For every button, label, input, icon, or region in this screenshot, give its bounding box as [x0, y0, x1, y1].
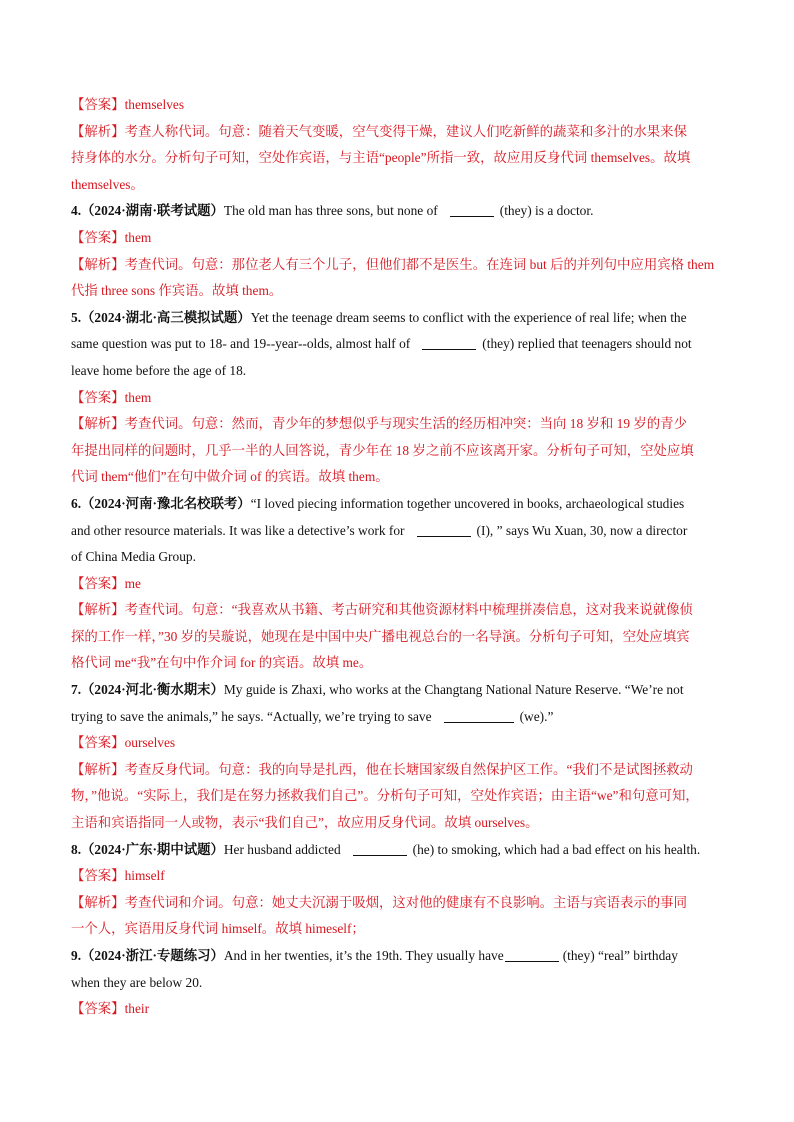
answer-tag: 【答案】 — [71, 735, 125, 751]
question-text: The old man has three sons, but none of — [223, 203, 438, 219]
document-body — [71, 92, 723, 1023]
question-text: (they) “real” birthday — [562, 948, 678, 963]
answer-value: them — [124, 389, 152, 405]
analysis-line: 探的工作一样，”30 岁的吴璇说，她现在是中国中央广播电视总台的一名导演。分析句子可知，空处应填宾 — [71, 628, 690, 644]
analysis-tag: 【解析】 — [71, 602, 125, 618]
question-text: My guide is Zhaxi, who works at the Changtang National Nature Reserve. “We’re not — [223, 682, 684, 698]
answer-value: them — [124, 229, 152, 245]
analysis-tag: 【解析】 — [71, 894, 125, 910]
analysis-text: 考查代词和介词。句意：她丈夫沉溺于吸烟，这对他的健康有不良影响。主语与宾语表示的事同 — [124, 894, 687, 910]
analysis-tag: 【解析】 — [71, 761, 125, 777]
analysis-line — [71, 252, 723, 279]
question-number: 7. — [71, 682, 82, 698]
answer-blank — [450, 202, 494, 217]
question-source: （2024·浙江·专题练习） — [81, 948, 224, 963]
question-8 — [71, 837, 723, 864]
question-source: （2024·湖北·高三模拟试题） — [81, 309, 251, 325]
analysis-tag: 【解析】 — [71, 123, 125, 139]
question-text: same question was put to 18- and 19--year--olds, almost half of — [71, 336, 411, 352]
question-text: (he) to smoking, which had a bad effect on his health. — [412, 841, 701, 857]
answer-line — [71, 571, 723, 598]
analysis-line — [71, 757, 723, 784]
answer-tag: 【答案】 — [71, 575, 125, 591]
question-number: 9. — [71, 948, 82, 963]
question-5-line-3: leave home before the age of 18. — [71, 362, 247, 378]
answer-tag: 【答案】 — [71, 1001, 125, 1017]
question-text: And in her twenties, it’s the 19th. They usually have — [223, 948, 504, 963]
question-number: 4. — [71, 203, 82, 219]
answer-value: their — [124, 1001, 150, 1017]
answer-line — [71, 730, 723, 757]
analysis-line — [71, 890, 723, 917]
answer-blank — [417, 522, 471, 537]
analysis-line — [71, 119, 723, 146]
question-5 — [71, 305, 723, 332]
question-text: (they) is a doctor. — [499, 203, 594, 219]
question-text: (we).” — [519, 708, 554, 724]
analysis-text: 考查人称代词。句意：随着天气变暖，空气变得干燥，建议人们吃新鲜的蔬菜和多汁的水果来保 — [124, 123, 687, 139]
analysis-text: 考查代词。句意：“我喜欢从书籍、考古研究和其他资源材料中梳理拼凑信息，这对我来说就像侦 — [124, 602, 693, 618]
analysis-line: 代词 them“他们”在句中做介词 of 的宾语。故填 them。 — [71, 469, 389, 485]
question-9-line-2: when they are below 20. — [71, 974, 203, 990]
answer-tag: 【答案】 — [71, 389, 125, 405]
question-6-line-3: of China Media Group. — [71, 549, 196, 565]
question-5-line-2 — [71, 331, 723, 358]
analysis-line — [71, 597, 723, 624]
answer-tag: 【答案】 — [71, 229, 125, 245]
answer-line — [71, 385, 723, 412]
question-7-line-2 — [71, 704, 723, 731]
answer-tag: 【答案】 — [71, 868, 125, 884]
answer-line — [71, 225, 723, 252]
question-text: Yet the teenage dream seems to conflict with the experience of real life; when the — [250, 309, 687, 325]
question-number: 8. — [71, 841, 82, 857]
question-source: （2024·湖南·联考试题） — [81, 203, 224, 219]
question-source: （2024·河南·豫北名校联考） — [81, 495, 251, 511]
question-source: （2024·河北·衡水期末） — [81, 682, 224, 698]
answer-value: himself — [124, 868, 165, 884]
answer-tag: 【答案】 — [71, 97, 125, 112]
analysis-line: 主语和宾语指同一人或物，表示“我们自己”，故应用反身代词。故填 ourselves。 — [71, 815, 539, 831]
analysis-line — [71, 411, 723, 438]
question-6-line-2 — [71, 518, 723, 545]
question-text: (they) replied that teenagers should not — [482, 336, 692, 352]
answer-value: ourselves — [124, 735, 176, 751]
question-number: 5. — [71, 309, 82, 325]
answer-line — [71, 92, 723, 119]
question-text: “I loved piecing information together uncovered in books, archaeological studies — [250, 495, 685, 511]
analysis-line: 格代词 me“我”在句中作介词 for 的宾语。故填 me。 — [71, 655, 373, 671]
question-7 — [71, 677, 723, 704]
answer-blank — [422, 335, 476, 350]
analysis-tag: 【解析】 — [71, 256, 125, 272]
question-9 — [71, 943, 723, 970]
answer-line — [71, 863, 723, 890]
answer-line — [71, 996, 723, 1023]
question-number: 6. — [71, 495, 82, 511]
question-6 — [71, 491, 723, 518]
question-4 — [71, 198, 723, 225]
analysis-tag: 【解析】 — [71, 416, 125, 432]
analysis-line: 年提出同样的问题时，几乎一半的人回答说，青少年在 18 岁之前不应该离开家。分析句子可知，空处应填 — [71, 442, 694, 458]
analysis-text: 考查代词。句意：然而，青少年的梦想似乎与现实生活的经历相冲突：当向 18 岁和 19 岁的青少 — [124, 416, 687, 432]
analysis-line: 持身体的水分。分析句子可知，空处作宾语，与主语“people”所指一致，故应用反身代词 themselves。故填 — [71, 150, 691, 166]
question-text: Her husband addicted — [223, 841, 341, 857]
answer-value: me — [124, 575, 141, 591]
analysis-text: 考查代词。句意：那位老人有三个儿子，但他们都不是医生。在连词 but 后的并列句中应用宾格 them — [124, 256, 715, 272]
analysis-line: 代指 three sons 作宾语。故填 them。 — [71, 283, 283, 299]
analysis-line: 一个人，宾语用反身代词 himself。故填 himeself； — [71, 921, 365, 937]
question-text: trying to save the animals,” he says. “Actually, we’re trying to save — [71, 708, 432, 724]
answer-value: themselves — [124, 97, 185, 112]
question-source: （2024·广东·期中试题） — [81, 841, 224, 857]
analysis-line: themselves。 — [71, 176, 144, 192]
answer-blank — [505, 947, 559, 962]
answer-blank — [353, 841, 407, 856]
answer-blank — [444, 708, 514, 723]
question-text: and other resource materials. It was like a detective’s work for — [71, 522, 405, 538]
question-text: (I), ” says Wu Xuan, 30, now a director — [476, 522, 688, 538]
analysis-text: 考查反身代词。句意：我的向导是扎西，他在长塘国家级自然保护区工作。“我们不是试图拯救动 — [124, 761, 693, 777]
analysis-line: 物，”他说。“实际上，我们是在努力拯救我们自己”。分析句子可知，空处作宾语；由主语“we”和句意可知， — [71, 788, 699, 804]
